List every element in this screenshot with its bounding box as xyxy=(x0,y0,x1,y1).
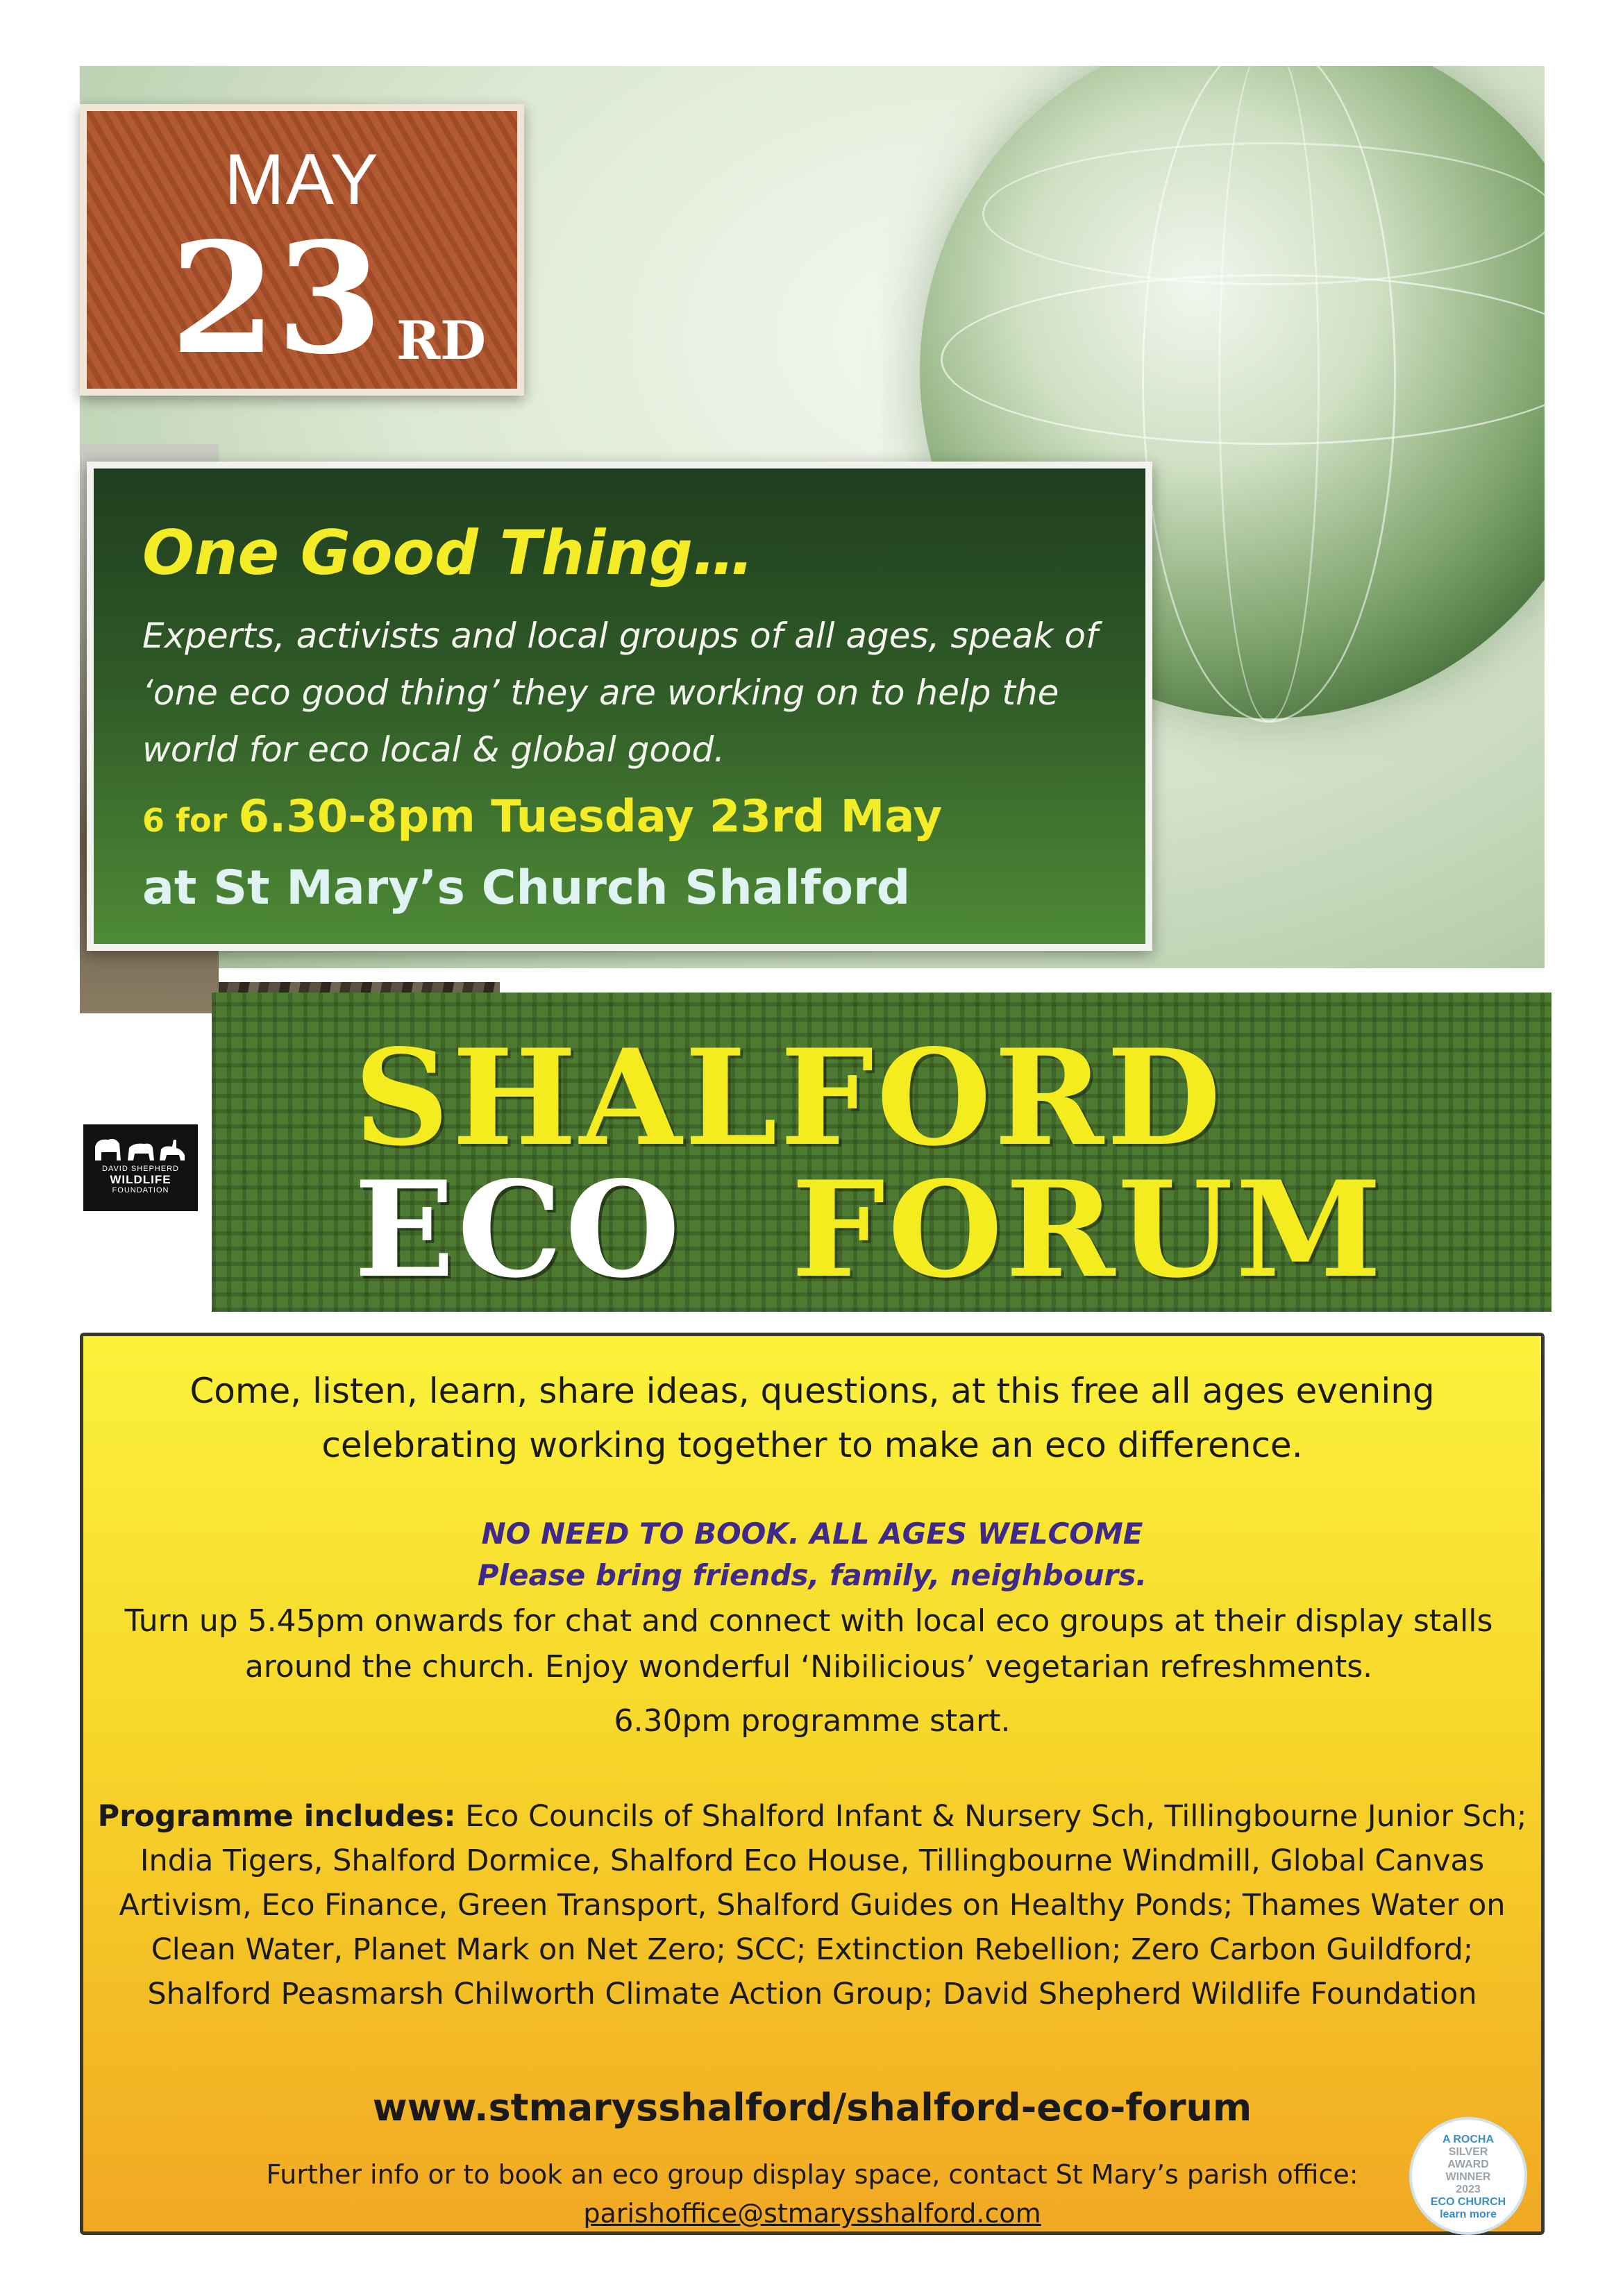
event-info-panel xyxy=(87,462,1152,951)
title-shalford: SHALFORD xyxy=(354,1020,1224,1175)
award-level: SILVER xyxy=(1448,2146,1488,2158)
title-forum: FORUM xyxy=(791,1152,1385,1307)
programme-items: Eco Councils of Shalford Infant & Nursery Sch, Tillingbourne Junior Sch; India Tigers, Shalford Dormice, Shalford Eco House, Tillingbourne Windmill, Global Canvas Artivism, Eco Finance, Green Transport, Shalford Guides on Healthy Ponds; Thames Water on Clean Water, Planet Mark on Net Zero; SCC; Extinction Rebellion; Zero Carbon Guildford; Shalford Peasmarsh Chilworth Climate Action Group; David Shepherd Wildlife Foundation xyxy=(119,1799,1527,2011)
award-program: ECO CHURCH xyxy=(1430,2196,1506,2208)
title-eco: ECO xyxy=(354,1152,683,1307)
time-prefix: 6 for xyxy=(142,802,239,839)
programme-label: Programme includes: xyxy=(97,1799,456,1834)
award-word: AWARD xyxy=(1447,2159,1489,2170)
date-badge xyxy=(80,104,524,396)
time-main: 6.30-8pm Tuesday 23rd May xyxy=(238,791,943,843)
dswf-line2: WILDLIFE xyxy=(110,1173,171,1186)
arrival-line-1: Turn up 5.45pm onwards for chat and connect with local eco groups at their display stalls xyxy=(124,1603,1493,1639)
dswf-line3: FOUNDATION xyxy=(112,1186,169,1195)
eco-church-award-badge[interactable] xyxy=(1409,2117,1527,2235)
award-winner: WINNER xyxy=(1445,2171,1491,2183)
further-info: Further info or to book an eco group display space, contact St Mary’s parish office: xyxy=(266,2159,1359,2190)
event-description: Experts, activists and local groups of all ages, speak of ‘one eco good thing’ they are working on to help the world for eco local & global good. xyxy=(142,616,1098,770)
arrival-line-2: around the church. Enjoy wonderful ‘Nibilicious’ vegetarian refreshments. xyxy=(244,1649,1373,1685)
intro-text xyxy=(83,1364,1541,1472)
event-venue: at St Mary’s Church Shalford xyxy=(142,861,911,915)
programme-start: 6.30pm programme start. xyxy=(614,1703,1011,1739)
date-suffix: RD xyxy=(396,310,487,371)
event-time xyxy=(142,791,942,843)
award-year: 2023 xyxy=(1456,2184,1481,2195)
intro-line-2: celebrating working together to make an eco difference. xyxy=(321,1425,1303,1465)
programme-list xyxy=(97,1794,1527,2016)
award-learn-more: learn more xyxy=(1440,2209,1497,2220)
dswf-logo xyxy=(83,1124,198,1211)
arrival-text xyxy=(97,1598,1520,1690)
animals-icon xyxy=(92,1134,189,1162)
no-booking-notice: NO NEED TO BOOK. ALL AGES WELCOME xyxy=(481,1517,1143,1551)
date-month: MAY xyxy=(224,140,380,220)
date-day: 23 xyxy=(170,208,383,388)
details-panel xyxy=(80,1333,1545,2235)
globe-longitude-line xyxy=(1218,66,1320,723)
bring-friends-notice: Please bring friends, family, neighbours. xyxy=(477,1558,1147,1592)
dswf-line1: DAVID SHEPHERD xyxy=(102,1165,179,1173)
award-org: A ROCHA xyxy=(1442,2134,1495,2145)
email-link[interactable]: parishoffice@stmarysshalford.com xyxy=(583,2198,1041,2229)
website-link[interactable]: www.stmarysshalford/shalford-eco-forum xyxy=(372,2086,1252,2129)
intro-line-1: Come, listen, learn, share ideas, questions, at this free all ages evening xyxy=(190,1371,1435,1411)
tagline: One Good Thing… xyxy=(142,517,755,589)
